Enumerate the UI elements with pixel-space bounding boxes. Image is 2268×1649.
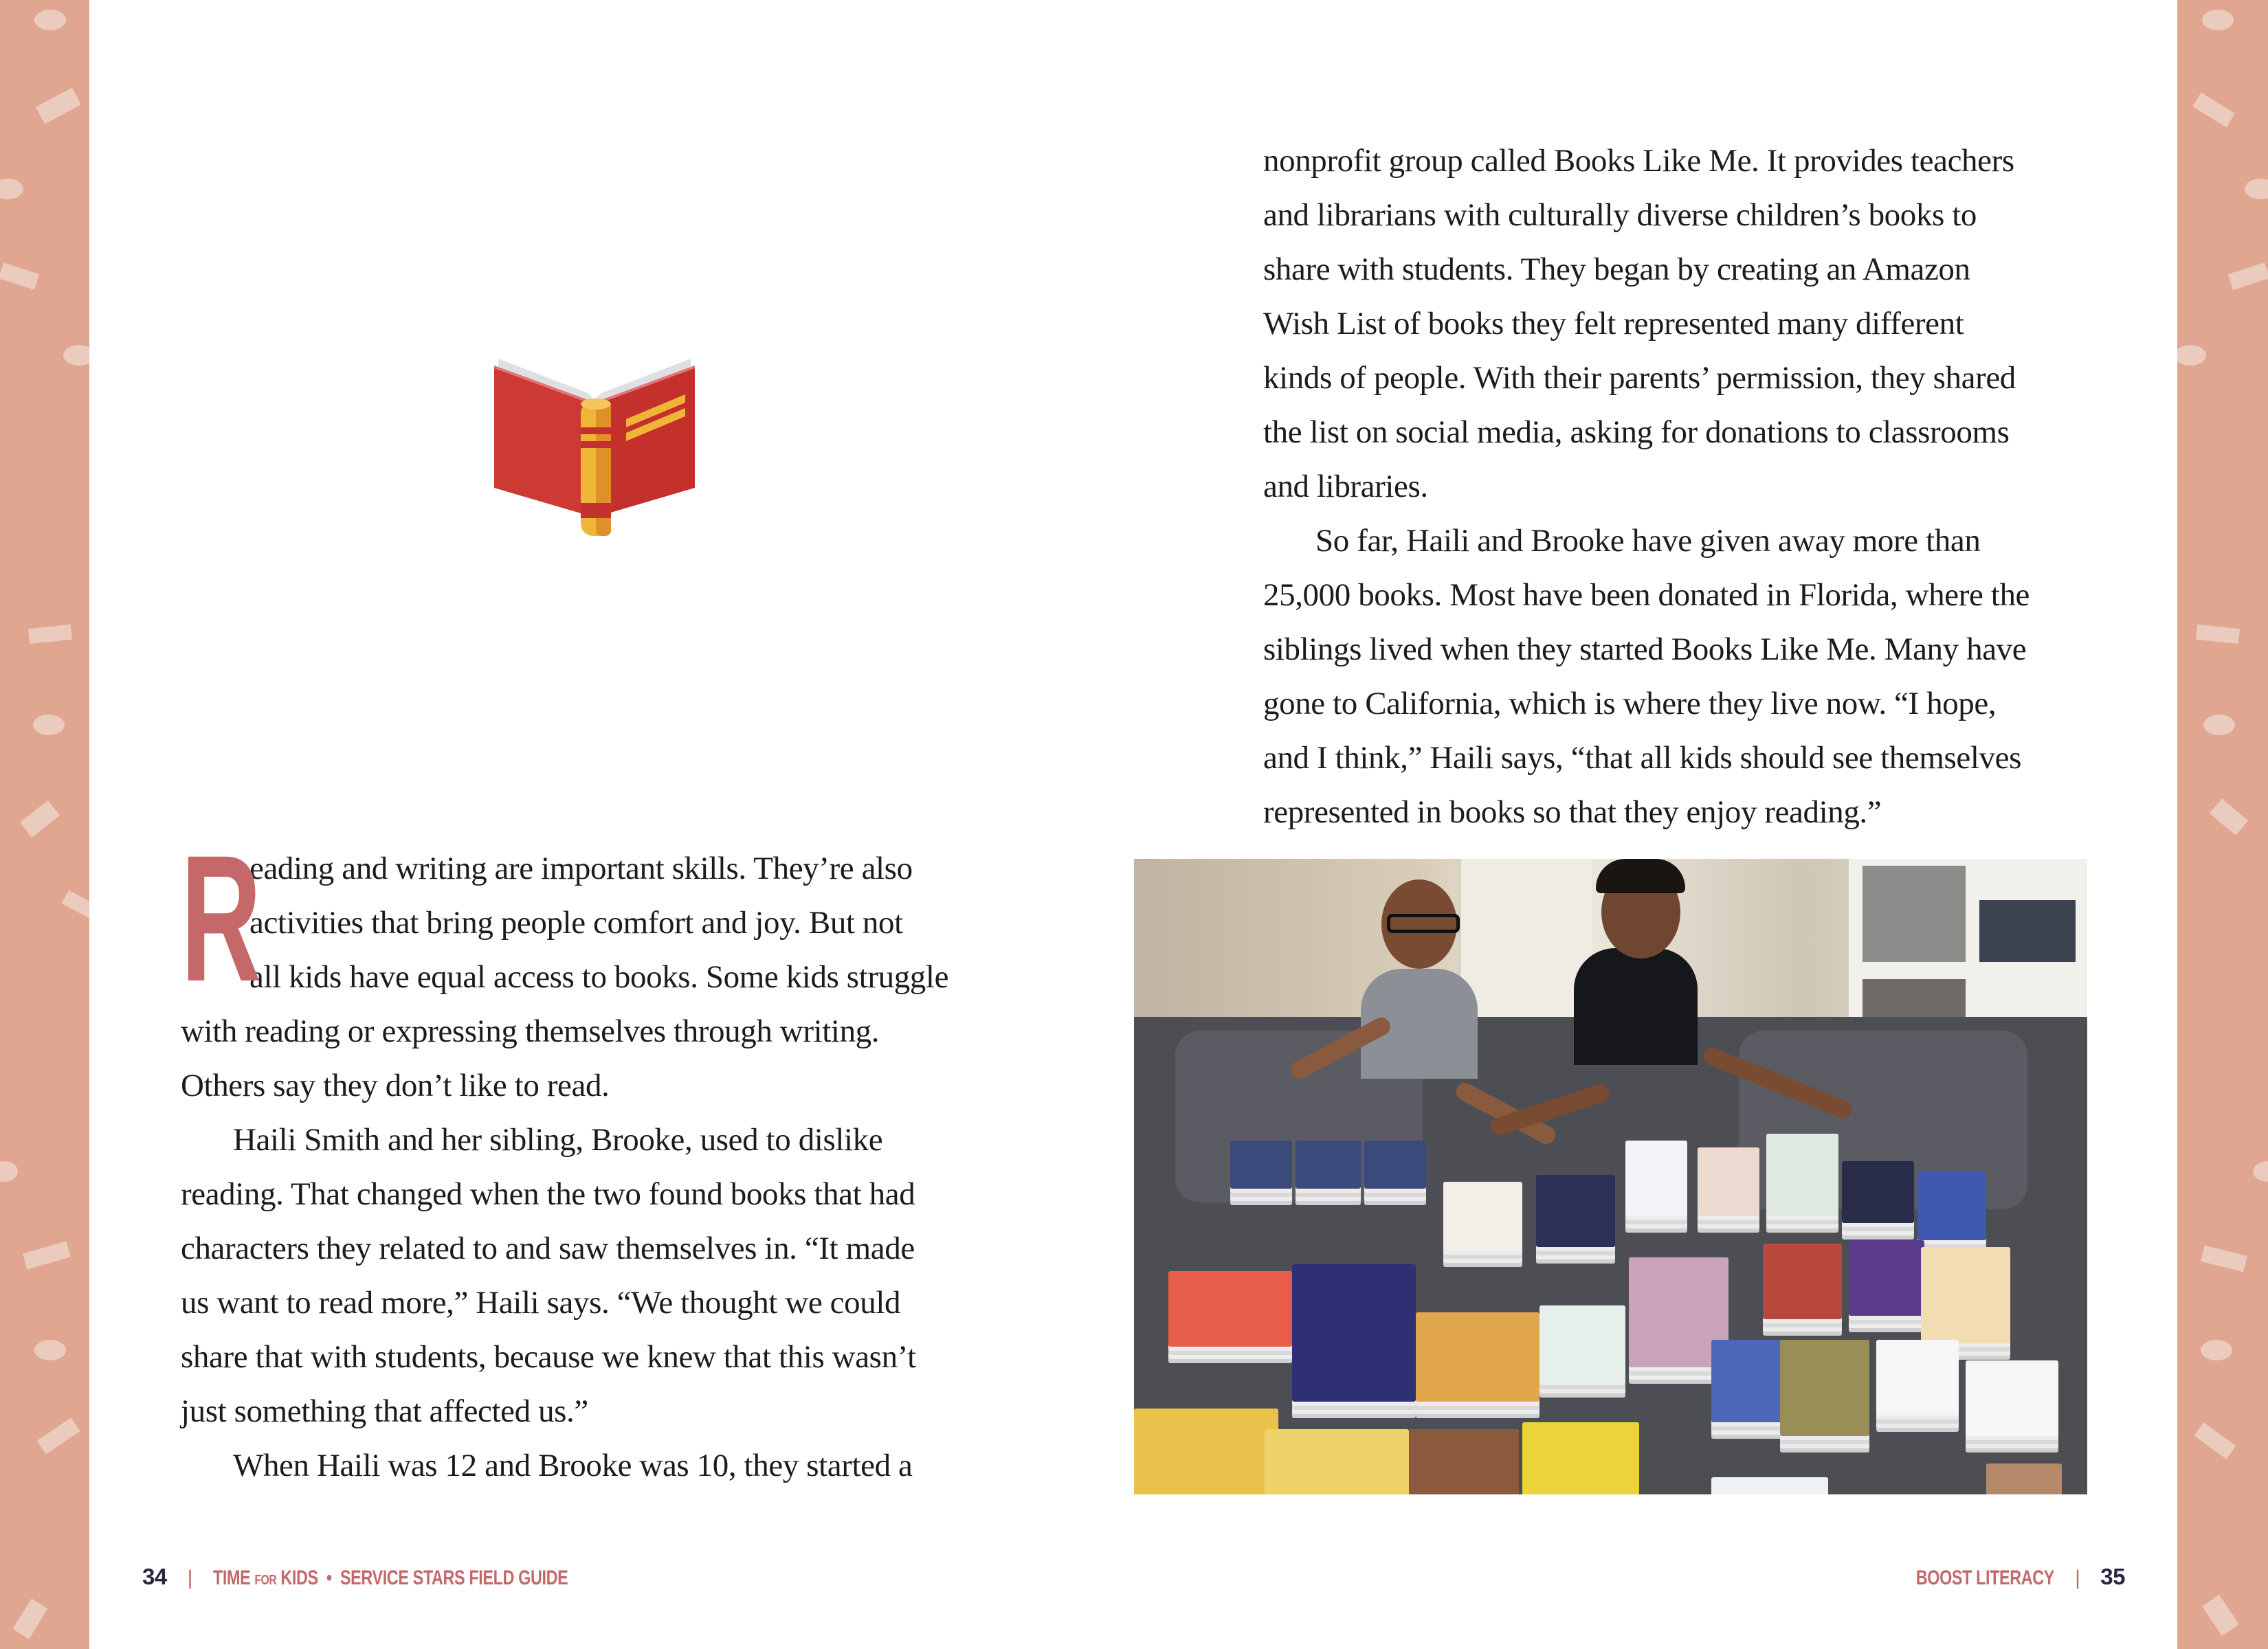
left-page-footer (142, 1564, 668, 1590)
kid-shirt-black (1574, 948, 1698, 1065)
text-line: share with students. They began by creating an Amazon (1263, 251, 1970, 287)
page-number: 35 (2100, 1564, 2125, 1589)
confetti-rect (36, 1417, 80, 1454)
left-decorative-edge (0, 0, 89, 1649)
text-line: So far, Haili and Brooke have given away more than (1315, 523, 1981, 559)
confetti-rect (28, 625, 72, 644)
text-line: and libraries. (1263, 469, 1428, 504)
text-line: kinds of people. With their parents’ permission, they shared (1263, 360, 2016, 396)
text-line: with reading or expressing themselves through writing. (181, 1013, 880, 1049)
section-title: BOOST LITERACY (1916, 1567, 2055, 1589)
right-column-article (1263, 134, 2109, 840)
text-line: When Haili was 12 and Brooke was 10, they started a (233, 1448, 913, 1483)
text-line: siblings lived when they started Books Like Me. Many have (1263, 631, 2027, 667)
left-column-article (181, 818, 1005, 1493)
text-line: Wish List of books they felt represented many different (1263, 306, 1964, 341)
text-line: 25,000 books. Most have been donated in Florida, where the (1263, 577, 2030, 613)
guide-title: SERVICE STARS FIELD GUIDE (340, 1567, 568, 1589)
text-line: nonprofit group called Books Like Me. It provides teachers (1263, 143, 2014, 179)
text-line: share that with students, because we knew that this wasn’t (181, 1339, 916, 1375)
confetti-rect (12, 1599, 47, 1639)
confetti-circle (0, 179, 23, 199)
confetti-rect (2194, 1422, 2236, 1459)
confetti-rect (20, 800, 60, 838)
confetti-rect (2192, 92, 2235, 127)
confetti-circle (0, 1161, 18, 1182)
glasses (1387, 914, 1460, 933)
confetti-rect (2201, 1246, 2247, 1272)
open-book-icon (485, 344, 704, 543)
confetti-circle (2245, 179, 2268, 199)
confetti-rect (2228, 262, 2268, 290)
text-line: Haili Smith and her sibling, Brooke, used to dislike (233, 1122, 883, 1158)
confetti-rect (36, 88, 81, 124)
text-line: the list on social media, asking for donations to classrooms (1263, 414, 2010, 450)
footer-separator: | (187, 1567, 192, 1589)
confetti-circle (2203, 715, 2235, 735)
opening-paragraph (181, 818, 1005, 1019)
confetti-circle (63, 345, 89, 366)
text-line: gone to California, which is where they live now. “I hope, (1263, 686, 1997, 721)
text-line: eading and writing are important skills. They’re also (249, 851, 913, 886)
confetti-circle (2202, 10, 2234, 30)
text-line: just something that affected us.” (181, 1393, 588, 1429)
confetti-rect (2210, 798, 2248, 835)
kids-with-books-photo (1134, 859, 2087, 1494)
publication-name: TIME FOR KIDS • SERVICE STARS FIELD GUIDE (212, 1567, 568, 1589)
confetti-rect (0, 262, 39, 290)
text-line: activities that bring people comfort and joy. But not (249, 905, 903, 941)
right-page-footer (1877, 1564, 2125, 1590)
confetti-rect (2202, 1595, 2239, 1636)
confetti-rect (2196, 625, 2240, 644)
text-line: us want to read more,” Haili says. “We thought we could (181, 1285, 901, 1321)
text-line: reading. That changed when the two found books that had (181, 1176, 915, 1212)
page-number: 34 (142, 1564, 167, 1589)
text-line: represented in books so that they enjoy reading.” (1263, 794, 1882, 830)
text-line: and I think,” Haili says, “that all kids should see themselves (1263, 740, 2021, 776)
confetti-circle (2201, 1340, 2232, 1360)
confetti-circle (33, 715, 65, 735)
confetti-circle (2177, 345, 2206, 366)
confetti-circle (2253, 1161, 2268, 1182)
text-line: characters they related to and saw themselves in. “It made (181, 1231, 915, 1266)
confetti-rect (62, 890, 89, 918)
confetti-circle (34, 10, 66, 30)
drop-cap: R (181, 818, 262, 1019)
confetti-rect (23, 1241, 71, 1269)
footer-separator: | (2075, 1567, 2080, 1589)
text-line: Others say they don’t like to read. (181, 1068, 610, 1103)
confetti-circle (34, 1340, 66, 1360)
text-line: and librarians with culturally diverse children’s books to (1263, 197, 1977, 233)
text-line: all kids have equal access to books. Some kids struggle (249, 959, 949, 995)
right-decorative-edge (2177, 0, 2268, 1649)
